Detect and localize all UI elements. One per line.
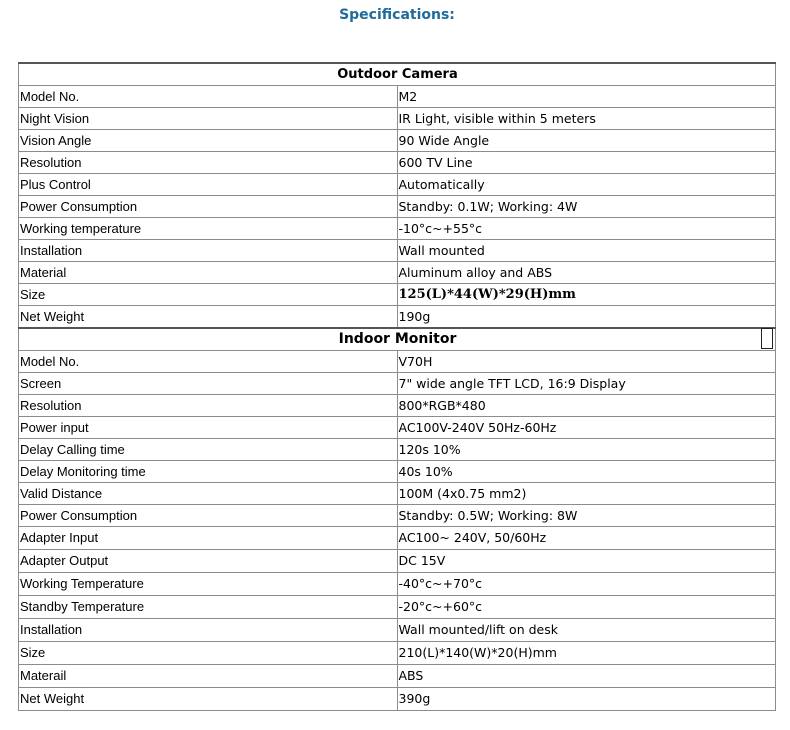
row-label: Materail	[19, 665, 398, 688]
table-row	[19, 550, 776, 573]
row-value: 100M (4x0.75 mm2)	[397, 483, 776, 505]
table-row	[19, 505, 776, 527]
table-row	[19, 439, 776, 461]
table-row	[19, 351, 776, 373]
row-label: Plus Control	[19, 174, 398, 196]
row-label: Night Vision	[19, 108, 398, 130]
row-label: Installation	[19, 240, 398, 262]
table-row	[19, 642, 776, 665]
row-value: Wall mounted	[397, 240, 776, 262]
row-value: Wall mounted/lift on desk	[397, 619, 776, 642]
row-label: Resolution	[19, 152, 398, 174]
row-value: 190g	[397, 306, 776, 329]
row-value: 210(L)*140(W)*20(H)mm	[397, 642, 776, 665]
table-row	[19, 688, 776, 711]
row-label: Valid Distance	[19, 483, 398, 505]
section-header-indoor	[19, 328, 776, 351]
page-title: Specifications:	[339, 7, 455, 23]
section-header-outdoor	[19, 63, 776, 86]
row-label: Model No.	[19, 86, 398, 108]
row-label: Standby Temperature	[19, 596, 398, 619]
section-title-outdoor: Outdoor Camera	[19, 63, 776, 86]
table-row	[19, 527, 776, 550]
table-row	[19, 373, 776, 395]
row-value: 120s 10%	[397, 439, 776, 461]
row-label: Net Weight	[19, 688, 398, 711]
table-row	[19, 86, 776, 108]
row-label: Size	[19, 642, 398, 665]
table-row	[19, 395, 776, 417]
row-value: -10°c~+55°c	[397, 218, 776, 240]
row-label: Power Consumption	[19, 505, 398, 527]
row-label: Delay Calling time	[19, 439, 398, 461]
row-value: 600 TV Line	[397, 152, 776, 174]
row-value: V70H	[397, 351, 776, 373]
row-label: Size	[19, 284, 398, 306]
row-label: Working Temperature	[19, 573, 398, 596]
row-label: Material	[19, 262, 398, 284]
row-label: Net Weight	[19, 306, 398, 329]
row-value: 800*RGB*480	[397, 395, 776, 417]
row-label: Power input	[19, 417, 398, 439]
table-row	[19, 108, 776, 130]
row-label: Resolution	[19, 395, 398, 417]
table-row	[19, 483, 776, 505]
row-value: IR Light, visible within 5 meters	[397, 108, 776, 130]
table-row	[19, 240, 776, 262]
row-value: M2	[397, 86, 776, 108]
table-row	[19, 218, 776, 240]
spec-table	[18, 62, 776, 711]
table-row	[19, 573, 776, 596]
table-row	[19, 152, 776, 174]
row-value: DC 15V	[397, 550, 776, 573]
row-value: 90 Wide Angle	[397, 130, 776, 152]
row-label: Model No.	[19, 351, 398, 373]
table-row	[19, 665, 776, 688]
row-value: 125(L)*44(W)*29(H)mm	[397, 284, 776, 306]
row-label: Installation	[19, 619, 398, 642]
table-row	[19, 196, 776, 218]
row-label: Working temperature	[19, 218, 398, 240]
row-value: -20°c~+60°c	[397, 596, 776, 619]
table-row	[19, 306, 776, 329]
row-label: Vision Angle	[19, 130, 398, 152]
table-row	[19, 417, 776, 439]
row-value: Standby: 0.5W; Working: 8W	[397, 505, 776, 527]
row-label: Adapter Output	[19, 550, 398, 573]
row-value: AC100~ 240V, 50/60Hz	[397, 527, 776, 550]
row-value: -40°c~+70°c	[397, 573, 776, 596]
scrollbar-thumb[interactable]	[761, 328, 773, 349]
table-row	[19, 284, 776, 306]
row-value: ABS	[397, 665, 776, 688]
row-value: 390g	[397, 688, 776, 711]
row-value: 7" wide angle TFT LCD, 16:9 Display	[397, 373, 776, 395]
row-value: Automatically	[397, 174, 776, 196]
table-row	[19, 130, 776, 152]
table-row	[19, 619, 776, 642]
row-label: Power Consumption	[19, 196, 398, 218]
row-value: Standby: 0.1W; Working: 4W	[397, 196, 776, 218]
row-label: Adapter Input	[19, 527, 398, 550]
row-value: Aluminum alloy and ABS	[397, 262, 776, 284]
row-value: 40s 10%	[397, 461, 776, 483]
table-row	[19, 596, 776, 619]
section-title-indoor: Indoor Monitor	[19, 328, 776, 351]
row-label: Screen	[19, 373, 398, 395]
row-value: AC100V-240V 50Hz-60Hz	[397, 417, 776, 439]
row-label: Delay Monitoring time	[19, 461, 398, 483]
table-row	[19, 262, 776, 284]
table-row	[19, 174, 776, 196]
table-row	[19, 461, 776, 483]
